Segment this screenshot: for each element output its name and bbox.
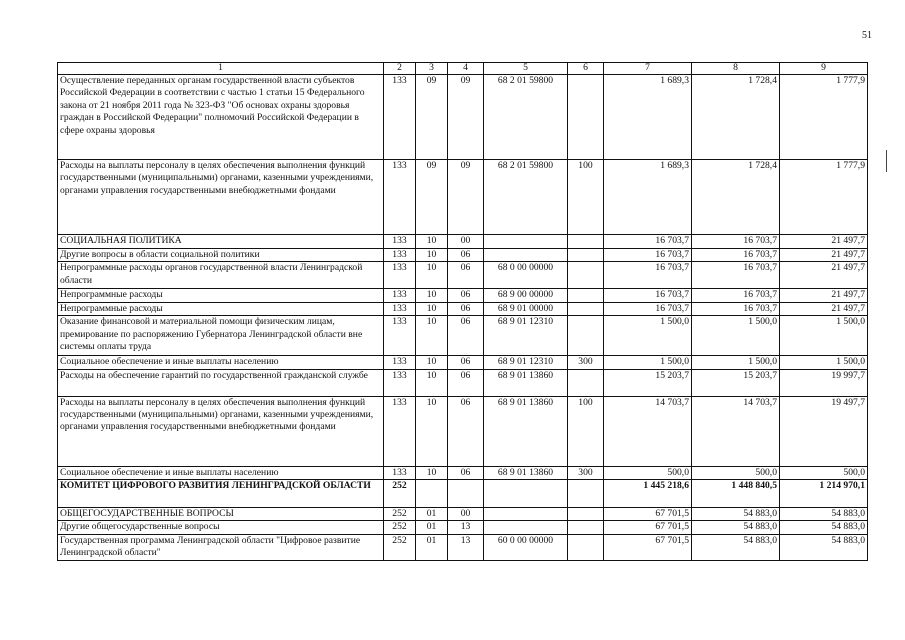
table-row (58, 160, 868, 235)
row-subsection-code: 06 (448, 289, 484, 302)
row-section-code: 01 (416, 521, 448, 534)
col-header-6: 6 (568, 63, 604, 75)
page-number: 51 (862, 30, 872, 41)
row-grbs-code: 133 (384, 466, 416, 479)
row-subsection-code: 06 (448, 262, 484, 289)
row-amount-year3: 1 777,9 (780, 75, 868, 160)
row-expense-type (568, 235, 604, 249)
row-name: Социальное обеспечение и иные выплаты населению (58, 466, 384, 479)
table-row (58, 396, 868, 466)
row-grbs-code: 133 (384, 369, 416, 396)
row-name: Непрограммные расходы органов государственной власти Ленинградской области (58, 262, 384, 289)
row-amount-year3: 21 497,7 (780, 289, 868, 302)
row-name: Осуществление переданных органам государственной власти субъектов Российской Федерации в соответствии с частью 1 статьи 15 Федерального закона от 21 ноября 2011 года № 323-ФЗ "Об основах охраны здоровья граждан в Российской Федерации" полномочий Российской Федерации в сфере охраны здоровья (58, 75, 384, 160)
budget-table (57, 62, 868, 561)
budget-rows (58, 75, 868, 561)
col-header-2: 2 (384, 63, 416, 75)
row-target-article: 68 9 01 13860 (484, 396, 568, 466)
row-grbs-code: 252 (384, 508, 416, 521)
row-amount-year3: 1 777,9 (780, 160, 868, 235)
row-name: КОМИТЕТ ЦИФРОВОГО РАЗВИТИЯ ЛЕНИНГРАДСКОЙ ОБЛАСТИ (58, 480, 384, 508)
table-row (58, 262, 868, 289)
row-subsection-code: 13 (448, 521, 484, 534)
row-expense-type (568, 369, 604, 396)
row-amount-year1: 1 500,0 (604, 316, 692, 356)
row-amount-year3: 500,0 (780, 466, 868, 479)
row-section-code: 10 (416, 396, 448, 466)
table-row (58, 302, 868, 315)
row-section-code: 10 (416, 302, 448, 315)
col-header-1: 1 (58, 63, 384, 75)
row-expense-type: 100 (568, 396, 604, 466)
row-target-article: 68 2 01 59800 (484, 160, 568, 235)
row-subsection-code: 09 (448, 160, 484, 235)
row-target-article: 68 9 01 00000 (484, 302, 568, 315)
row-name: Расходы на обеспечение гарантий по государственной гражданской службе (58, 369, 384, 396)
row-amount-year1: 15 203,7 (604, 369, 692, 396)
row-section-code: 10 (416, 316, 448, 356)
row-amount-year2: 16 703,7 (692, 235, 780, 249)
row-section-code (416, 480, 448, 508)
row-grbs-code: 133 (384, 302, 416, 315)
row-target-article (484, 480, 568, 508)
table-row (58, 356, 868, 369)
row-amount-year1: 67 701,5 (604, 508, 692, 521)
col-header-3: 3 (416, 63, 448, 75)
row-amount-year3: 1 500,0 (780, 356, 868, 369)
row-section-code: 10 (416, 369, 448, 396)
row-subsection-code (448, 480, 484, 508)
row-target-article: 68 9 01 13860 (484, 466, 568, 479)
table-row (58, 534, 868, 560)
row-section-code: 10 (416, 235, 448, 249)
table-row (58, 249, 868, 262)
table-row (58, 508, 868, 521)
row-name: Другие общегосударственные вопросы (58, 521, 384, 534)
row-grbs-code: 133 (384, 249, 416, 262)
row-target-article (484, 508, 568, 521)
row-subsection-code: 06 (448, 396, 484, 466)
row-subsection-code: 00 (448, 508, 484, 521)
row-section-code: 01 (416, 508, 448, 521)
row-amount-year2: 1 500,0 (692, 356, 780, 369)
row-name: Государственная программа Ленинградской области "Цифровое развитие Ленинградской области" (58, 534, 384, 560)
row-amount-year2: 16 703,7 (692, 262, 780, 289)
row-amount-year2: 54 883,0 (692, 534, 780, 560)
row-grbs-code: 133 (384, 356, 416, 369)
row-section-code: 10 (416, 356, 448, 369)
table-row (58, 235, 868, 249)
row-amount-year1: 16 703,7 (604, 262, 692, 289)
row-amount-year1: 500,0 (604, 466, 692, 479)
row-section-code: 10 (416, 249, 448, 262)
row-expense-type (568, 534, 604, 560)
row-target-article: 68 9 01 12310 (484, 316, 568, 356)
row-amount-year2: 15 203,7 (692, 369, 780, 396)
row-amount-year3: 21 497,7 (780, 249, 868, 262)
row-amount-year2: 14 703,7 (692, 396, 780, 466)
row-section-code: 10 (416, 289, 448, 302)
row-expense-type: 300 (568, 466, 604, 479)
row-amount-year1: 67 701,5 (604, 521, 692, 534)
row-expense-type (568, 480, 604, 508)
row-name: ОБЩЕГОСУДАРСТВЕННЫЕ ВОПРОСЫ (58, 508, 384, 521)
row-grbs-code: 133 (384, 160, 416, 235)
row-expense-type (568, 289, 604, 302)
row-amount-year2: 1 728,4 (692, 75, 780, 160)
row-amount-year3: 54 883,0 (780, 521, 868, 534)
row-subsection-code: 09 (448, 75, 484, 160)
table-row (58, 521, 868, 534)
table-row (58, 480, 868, 508)
row-expense-type (568, 75, 604, 160)
row-target-article: 68 9 00 00000 (484, 289, 568, 302)
row-amount-year1: 16 703,7 (604, 235, 692, 249)
row-expense-type: 100 (568, 160, 604, 235)
row-target-article (484, 249, 568, 262)
row-name: Непрограммные расходы (58, 302, 384, 315)
row-amount-year2: 1 728,4 (692, 160, 780, 235)
row-grbs-code: 252 (384, 534, 416, 560)
row-section-code: 10 (416, 262, 448, 289)
row-name: Оказание финансовой и материальной помощи физическим лицам, премирование по распоряжению Губернатора Ленинградской области вне системы оплаты труда (58, 316, 384, 356)
row-amount-year2: 16 703,7 (692, 289, 780, 302)
row-expense-type (568, 302, 604, 315)
row-target-article (484, 521, 568, 534)
row-grbs-code: 133 (384, 316, 416, 356)
row-amount-year1: 16 703,7 (604, 289, 692, 302)
table-row (58, 316, 868, 356)
table-row (58, 75, 868, 160)
row-subsection-code: 06 (448, 356, 484, 369)
row-section-code: 01 (416, 534, 448, 560)
row-name: СОЦИАЛЬНАЯ ПОЛИТИКА (58, 235, 384, 249)
row-amount-year1: 16 703,7 (604, 249, 692, 262)
row-amount-year3: 54 883,0 (780, 508, 868, 521)
column-number-header (58, 63, 868, 75)
row-name: Непрограммные расходы (58, 289, 384, 302)
table-row (58, 289, 868, 302)
row-amount-year3: 21 497,7 (780, 235, 868, 249)
row-amount-year3: 1 214 970,1 (780, 480, 868, 508)
row-grbs-code: 133 (384, 289, 416, 302)
row-amount-year1: 1 445 218,6 (604, 480, 692, 508)
row-section-code: 09 (416, 160, 448, 235)
row-amount-year2: 1 500,0 (692, 316, 780, 356)
row-amount-year3: 19 997,7 (780, 369, 868, 396)
row-amount-year1: 1 689,3 (604, 75, 692, 160)
col-header-5: 5 (484, 63, 568, 75)
row-expense-type (568, 521, 604, 534)
row-grbs-code: 133 (384, 262, 416, 289)
row-subsection-code: 06 (448, 316, 484, 356)
row-amount-year2: 54 883,0 (692, 508, 780, 521)
row-target-article: 60 0 00 00000 (484, 534, 568, 560)
row-amount-year2: 1 448 840,5 (692, 480, 780, 508)
row-expense-type (568, 508, 604, 521)
col-header-8: 8 (692, 63, 780, 75)
row-amount-year1: 1 689,3 (604, 160, 692, 235)
row-target-article (484, 235, 568, 249)
row-target-article: 68 9 01 13860 (484, 369, 568, 396)
row-grbs-code: 252 (384, 521, 416, 534)
row-expense-type (568, 249, 604, 262)
row-amount-year1: 67 701,5 (604, 534, 692, 560)
row-amount-year1: 1 500,0 (604, 356, 692, 369)
row-name: Другие вопросы в области социальной политики (58, 249, 384, 262)
row-amount-year3: 21 497,7 (780, 262, 868, 289)
row-target-article: 68 2 01 59800 (484, 75, 568, 160)
row-subsection-code: 06 (448, 302, 484, 315)
row-amount-year2: 16 703,7 (692, 249, 780, 262)
scan-margin-mark (886, 150, 887, 172)
row-amount-year2: 54 883,0 (692, 521, 780, 534)
row-amount-year3: 1 500,0 (780, 316, 868, 356)
row-section-code: 09 (416, 75, 448, 160)
row-subsection-code: 13 (448, 534, 484, 560)
row-amount-year3: 19 497,7 (780, 396, 868, 466)
row-amount-year1: 14 703,7 (604, 396, 692, 466)
row-subsection-code: 06 (448, 369, 484, 396)
row-grbs-code: 133 (384, 396, 416, 466)
row-grbs-code: 133 (384, 235, 416, 249)
row-grbs-code: 133 (384, 75, 416, 160)
col-header-4: 4 (448, 63, 484, 75)
row-expense-type (568, 262, 604, 289)
row-subsection-code: 06 (448, 249, 484, 262)
row-name: Социальное обеспечение и иные выплаты населению (58, 356, 384, 369)
col-header-9: 9 (780, 63, 868, 75)
table-row (58, 369, 868, 396)
row-name: Расходы на выплаты персоналу в целях обеспечения выполнения функций государственными (муниципальными) органами, казенными учреждениями, органами управления государственными внебюджетными фондами (58, 396, 384, 466)
row-subsection-code: 06 (448, 466, 484, 479)
row-amount-year3: 21 497,7 (780, 302, 868, 315)
col-header-7: 7 (604, 63, 692, 75)
row-target-article: 68 9 01 12310 (484, 356, 568, 369)
row-section-code: 10 (416, 466, 448, 479)
table-row (58, 466, 868, 479)
row-subsection-code: 00 (448, 235, 484, 249)
row-amount-year2: 500,0 (692, 466, 780, 479)
row-amount-year2: 16 703,7 (692, 302, 780, 315)
row-expense-type (568, 316, 604, 356)
row-expense-type: 300 (568, 356, 604, 369)
row-amount-year3: 54 883,0 (780, 534, 868, 560)
row-target-article: 68 0 00 00000 (484, 262, 568, 289)
row-amount-year1: 16 703,7 (604, 302, 692, 315)
row-name: Расходы на выплаты персоналу в целях обеспечения выполнения функций государственными (муниципальными) органами, казенными учреждениями, органами управления государственными внебюджетными фондами (58, 160, 384, 235)
row-grbs-code: 252 (384, 480, 416, 508)
